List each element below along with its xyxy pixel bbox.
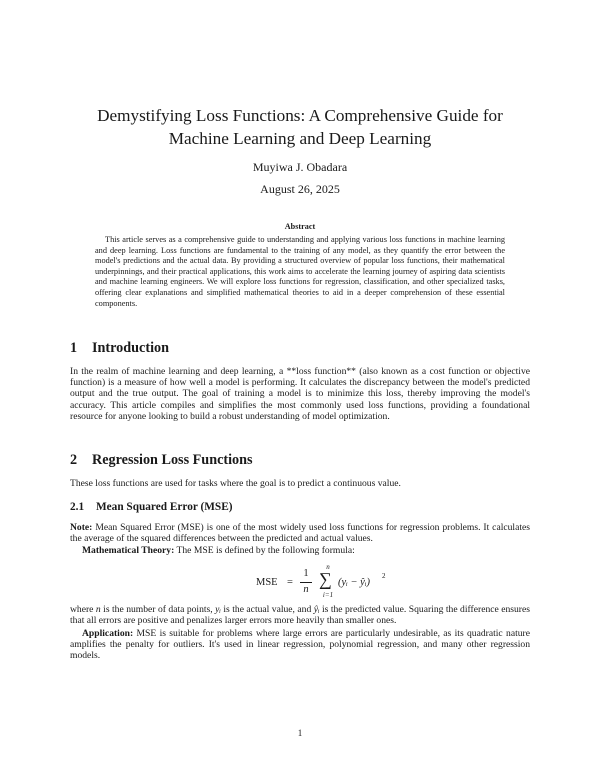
where-text: is the predicted value. Squaring the difference ensures that all errors are positive and penalizes larger errors more heavily than smaller ones. bbox=[70, 604, 530, 627]
theory-label: Mathematical Theory: bbox=[82, 545, 175, 556]
variable-n: n bbox=[95, 604, 101, 615]
formula-sum-symbol: ∑ bbox=[319, 569, 332, 589]
page-number: 1 bbox=[297, 728, 303, 738]
regression-intro-paragraph: These loss functions are used for tasks where the goal is to predict a continuous value. bbox=[70, 478, 401, 489]
formula-lhs: MSE bbox=[256, 577, 278, 588]
note-text: Mean Squared Error (MSE) is one of the most widely used loss functions for regression problems. It calculates the average of the squared differences between the predicted and actual values. bbox=[70, 522, 531, 545]
variable-y-hat-i: ŷᵢ bbox=[313, 604, 320, 615]
subsection-heading-mse bbox=[70, 501, 233, 513]
section-title: Regression Loss Functions bbox=[92, 452, 253, 468]
formula-equals: = bbox=[287, 577, 293, 588]
formula-fraction-bar bbox=[300, 582, 312, 583]
section-heading-regression bbox=[70, 452, 253, 469]
publication-date: August 26, 2025 bbox=[260, 182, 340, 196]
mse-formula bbox=[70, 563, 530, 599]
subsection-number: 2.1 bbox=[70, 501, 85, 513]
abstract-heading: Abstract bbox=[284, 222, 316, 231]
section-number: 2 bbox=[70, 452, 78, 468]
section-title: Introduction bbox=[92, 340, 169, 356]
section-heading-introduction bbox=[70, 340, 169, 357]
note-paragraph bbox=[70, 522, 530, 544]
application-label: Application: bbox=[82, 628, 134, 639]
formula-sum-lower: i=1 bbox=[322, 591, 334, 599]
author-name: Muyiwa J. Obadara bbox=[252, 160, 348, 174]
paper-title: Demystifying Loss Functions: A Comprehensive Guide for Machine Learning and Deep Learning bbox=[97, 106, 503, 148]
where-text: is the actual value, and bbox=[220, 604, 314, 615]
formula-power: 2 bbox=[382, 572, 386, 580]
introduction-paragraph: In the realm of machine learning and deep learning, a **loss function** (also known as a cost function or objective function) is a measure of how well a model is performing. It calculates the discrepancy between the model's predicted output and the true output. The goal of training a model is to minimize this loss, thereby improving the model's accuracy. This article compiles and simplifies the most commonly used loss functions, providing a foundational resource for anyone looking to build a robust understanding of model optimization. bbox=[70, 366, 530, 422]
variable-y-i: yᵢ bbox=[215, 604, 221, 615]
where-paragraph bbox=[70, 604, 530, 626]
theory-text: The MSE is defined by the following formula: bbox=[176, 545, 355, 556]
where-text: is the number of data points, bbox=[100, 604, 216, 615]
application-text: MSE is suitable for problems where large errors are particularly undesirable, as its quadratic nature amplifies the penalty for outliers. It's used in linear regression, polynomial regression, and many other regression models. bbox=[70, 628, 530, 662]
formula-sum-upper: n bbox=[326, 563, 330, 571]
formula-fraction-denominator: n bbox=[303, 584, 309, 595]
application-paragraph bbox=[70, 628, 530, 662]
where-text: where bbox=[70, 604, 96, 615]
subsection-title: Mean Squared Error (MSE) bbox=[96, 501, 233, 513]
formula-fraction-numerator: 1 bbox=[303, 568, 309, 579]
formula-summand: (yᵢ − ŷᵢ) bbox=[338, 577, 370, 588]
abstract-text: This article serves as a comprehensive guide to understanding and applying various loss functions in machine learning and deep learning. Loss functions are fundamental to the training of any model, as they quantify the error between the model's predictions and the actual data. By providing a structured overview of popular loss functions, their mathematical underpinnings, and their practical applications, this work aims to accelerate the learning journey of aspiring data scientists and machine learning engineers. We will explore loss functions for regression, classification, and other specialized tasks, offering clear explanations and simplified mathematical theories to aid in a deeper comprehension of these essential components. bbox=[95, 235, 505, 308]
note-label: Note: bbox=[70, 522, 93, 533]
section-number: 1 bbox=[70, 340, 78, 356]
theory-paragraph bbox=[70, 545, 530, 556]
